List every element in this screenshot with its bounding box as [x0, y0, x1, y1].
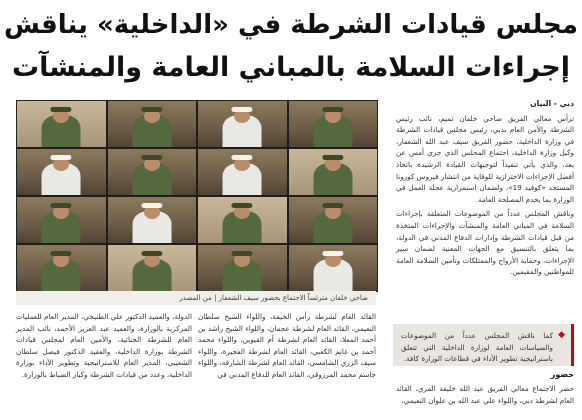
- participant-tile: [198, 101, 287, 147]
- meeting-photo: [16, 100, 378, 292]
- byline: دبي - البيان: [530, 99, 574, 108]
- headline-line-1: مجلس قيادات الشرطة في «الداخلية» يناقش: [4, 10, 578, 40]
- participant-tile: [108, 149, 197, 195]
- video-conference-grid: [17, 101, 377, 291]
- participant-tile: [198, 245, 287, 291]
- photo-caption-text: ضاحي خلفان مترئساً الاجتماع بحضور سيف الشعفار | من المصدر: [179, 294, 368, 302]
- section-body: حضر الاجتماع معالي الفريق عبد الله خليفة المري، القائد العام لشرطة دبي، واللواء علي عبد الله بن علوان النعيمي،: [396, 384, 574, 405]
- article-right-column: [396, 98, 574, 281]
- participant-tile: [108, 197, 197, 243]
- participant-tile: [289, 101, 378, 147]
- article-paragraph-1: ترأس معالي الفريق ضاحي خلفان تميم، نائب رئيس الشرطة والأمن العام بدبي، رئيس مجلس قيادات الشرطة في وزارة الداخلية، حضور الفريق سيف عبد الله الشعفار، وكيل وزارة الداخلية، اجتماع المجلس الذي جرى أمس عن بعد، والذي يأتي تنفيذاً لتوجيهات القيادة الرشيدة باتخاذ أفضل الإجراءات الاحترازية للوقاية من انتشار فيروس كورونا المستجد «كوفيد 19»، ولضمان استمرارية عجلة العمل في الوزارة بما يخدم المصلحة العامة.: [396, 113, 574, 204]
- photo-caption: [16, 291, 376, 305]
- participant-tile: [17, 149, 106, 195]
- pull-quote-text: كما ناقش المجلس عدداً من الموضوعات والسياسات العامة لوزارة الداخلية التي تتعلق باستراتيجية تطوير الأداء في قطاعات الوزارة كافة.: [401, 331, 553, 363]
- article-left-column: الدولة، والعميد الدكتور علي الطنيجي، المدير العام للعمليات المركزية بالوزارة، والعميد عبد العزيز الأحمد، نائب المدير العام للشرطة الجنائية، والأمين العام لمجلس قيادات الشرطة بوزارة الداخلية، والعقيد الدكتور فيصل سلطان الشعيبي، المدير العام للاستراتيجية وتطوير الأداء بوزارة الداخلية، وعدد من قيادات الشرطة وكبار الضباط بالوزارة.: [16, 312, 192, 379]
- participant-tile: [17, 245, 106, 291]
- participant-tile: [289, 197, 378, 243]
- section-heading: حضور: [550, 370, 574, 379]
- participant-tile: [17, 101, 106, 147]
- quote-marker-icon: ◆: [558, 330, 565, 340]
- article-paragraph-2: وناقش المجلس عدداً من الموضوعات المتعلقة بإجراءات السلامة في المباني العامة والمنشآت والإجراءات المتخذة من قبل قيادات الشرطة وإدارات الدفاع المدني في الدولة، بما يتعلق بالتنسيق مع الجهات المعنية لضمان سير الإجراءات، وحماية الأرواح والممتلكات وتأمين السلامة العامة للمواطنين والمقيمين.: [396, 209, 574, 277]
- participant-tile: [108, 245, 197, 291]
- article-middle-column: القائد العام لشرطة رأس الخيمة، واللواء الشيخ سلطان النعيمي، القائد العام لشرطة عجمان، واللواء الشيخ راشد بن أحمد المعلا، القائد العام لشرطة أم القيوين، واللواء محمد أحمد بن غانم الكعبي، القائد العام لشرطة الفجيرة، واللواء سيف الزري الشامسي، القائد العام لشرطة الشارقة، واللواء جاسم محمد المرزوقي، القائد العام للدفاع المدني في: [198, 312, 376, 379]
- participant-tile: [108, 101, 197, 147]
- participant-tile: [289, 245, 378, 291]
- participant-tile: [17, 197, 106, 243]
- headline-line-2: إجراءات السلامة بالمباني العامة والمنشآت: [11, 52, 571, 83]
- pull-quote: [393, 324, 574, 366]
- participant-tile: [198, 197, 287, 243]
- participant-tile: [289, 149, 378, 195]
- participant-tile: [198, 149, 287, 195]
